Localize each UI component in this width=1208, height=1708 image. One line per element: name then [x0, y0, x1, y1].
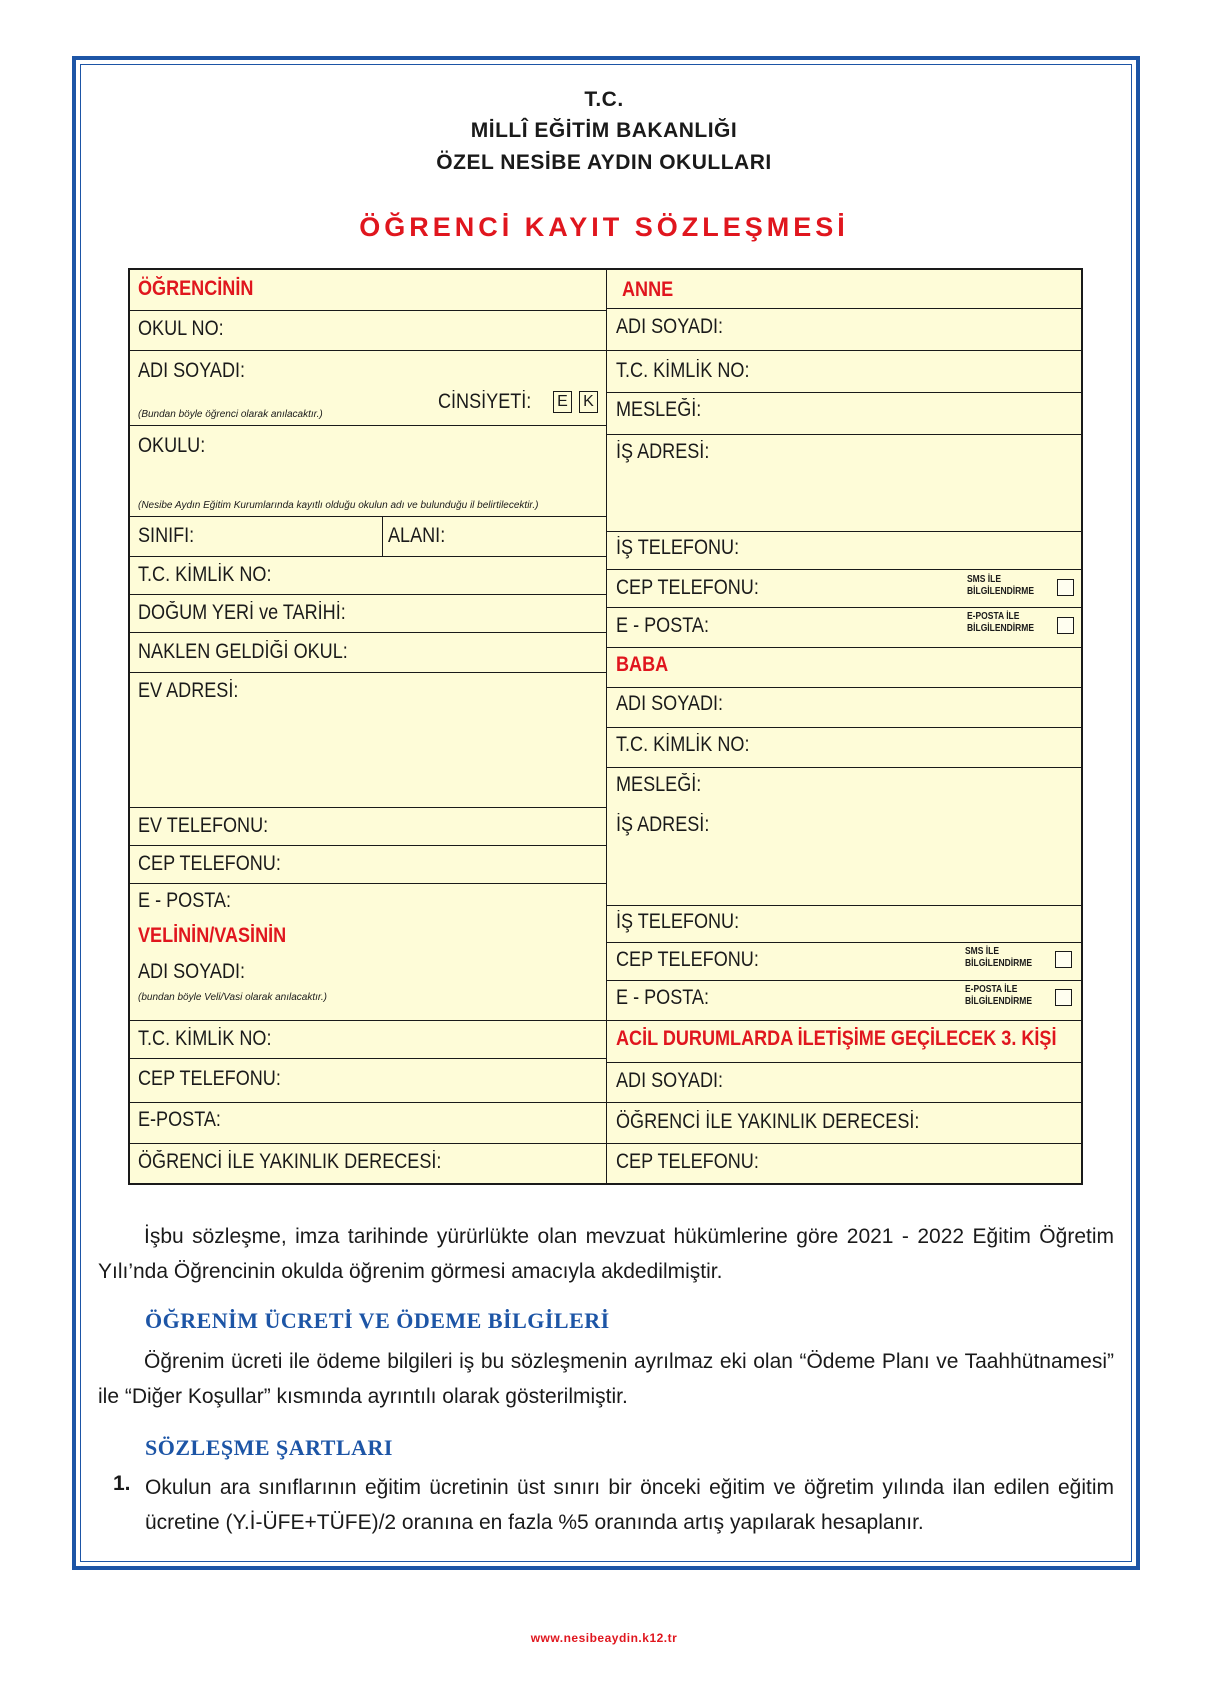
father-sms-label: SMS İLE BİLGİLENDİRME [965, 946, 1033, 969]
form-line [606, 434, 1083, 435]
form-line [130, 594, 606, 595]
mother-mobile-field[interactable]: CEP TELEFONU: [616, 576, 759, 599]
mother-sms-checkbox[interactable] [1057, 579, 1074, 596]
student-name-note: (Bundan böyle öğrenci olarak anılacaktır.) [138, 409, 323, 420]
form-line [130, 516, 606, 517]
form-line [130, 672, 606, 673]
form-line [606, 1062, 1083, 1063]
header-tc: T.C. [584, 88, 624, 111]
header-school: ÖZEL NESİBE AYDIN OKULLARI [436, 151, 772, 174]
registration-form [128, 268, 1083, 1185]
father-email-field[interactable]: E - POSTA: [616, 986, 710, 1009]
form-line [606, 1020, 1083, 1021]
emergency-name-field[interactable]: ADI SOYADI: [616, 1069, 724, 1092]
term-item-text: Okulun ara sınıflarının eğitim ücretinin üst sınırı bir önceki eğitim ve öğretim yılında ilan edilen eğitim ücretine (Y.İ-ÜFE+TÜFE)/2 oranına en fazla %5 oranında artış yapılarak hesaplanır. [145, 1476, 1114, 1534]
form-line [130, 807, 606, 808]
form-line [130, 632, 606, 633]
document-title: ÖĞRENCİ KAYIT SÖZLEŞMESİ [359, 212, 849, 242]
form-line [130, 1143, 606, 1144]
form-line [606, 350, 1083, 351]
form-line [606, 1143, 1083, 1144]
form-line [130, 310, 606, 311]
school-no-field[interactable]: OKUL NO: [138, 317, 224, 340]
mother-section-heading: ANNE [622, 278, 674, 301]
birth-place-date-field[interactable]: DOĞUM YERİ ve TARİHİ: [138, 601, 346, 624]
school-field[interactable]: OKULU: [138, 434, 206, 457]
mother-email-notify-label: E-POSTA İLE BİLGİLENDİRME [967, 611, 1035, 634]
form-line [130, 1020, 606, 1021]
form-line [130, 1102, 606, 1103]
intro-paragraph: İşbu sözleşme, imza tarihinde yürürlükte olan mevzuat hükümlerine göre 2021 - 2022 Eğitim Öğretim Yılı’nda Öğrencinin okulda öğrenim görmesi amacıyla akdedilmiştir. [98, 1225, 1114, 1283]
form-line [130, 350, 606, 351]
form-line [606, 687, 1083, 688]
form-line [606, 980, 1083, 981]
form-line [606, 942, 1083, 943]
form-line [606, 647, 1083, 648]
guardian-section-heading: VELİNİN/VASİNİN [138, 924, 287, 947]
student-mobile-field[interactable]: CEP TELEFONU: [138, 852, 281, 875]
form-line [382, 516, 383, 556]
father-work-phone-field[interactable]: İŞ TELEFONU: [616, 910, 740, 933]
father-name-field[interactable]: ADI SOYADI: [616, 692, 724, 715]
student-email-field[interactable]: E - POSTA: [138, 889, 232, 912]
father-occupation-field[interactable]: MESLEĞİ: [616, 773, 702, 796]
emergency-mobile-field[interactable]: CEP TELEFONU: [616, 1150, 759, 1173]
form-line [606, 392, 1083, 393]
gender-k-checkbox[interactable]: K [579, 391, 598, 413]
header-ministry: MİLLÎ EĞİTİM BAKANLIĞI [470, 119, 738, 142]
home-phone-field[interactable]: EV TELEFONU: [138, 814, 269, 837]
form-line [606, 569, 1083, 570]
form-line [606, 1102, 1083, 1103]
student-section-heading: ÖĞRENCİNİN [138, 277, 254, 300]
gender-label: CİNSİYETİ: [438, 390, 532, 413]
form-line [606, 727, 1083, 728]
mother-work-address-field[interactable]: İŞ ADRESİ: [616, 440, 710, 463]
form-line [606, 767, 1083, 768]
father-mobile-field[interactable]: CEP TELEFONU: [616, 948, 759, 971]
mother-occupation-field[interactable]: MESLEĞİ: [616, 398, 702, 421]
father-work-address-field[interactable]: İŞ ADRESİ: [616, 813, 710, 836]
mother-tc-field[interactable]: T.C. KİMLİK NO: [616, 359, 750, 382]
mother-email-field[interactable]: E - POSTA: [616, 614, 710, 637]
home-address-field[interactable]: EV ADRESİ: [138, 679, 239, 702]
form-line [606, 308, 1083, 309]
form-line [606, 905, 1083, 906]
father-section-heading: BABA [616, 653, 669, 676]
guardian-tc-field[interactable]: T.C. KİMLİK NO: [138, 1027, 272, 1050]
fee-paragraph: Öğrenim ücreti ile ödeme bilgileri iş bu sözleşmenin ayrılmaz eki olan “Ödeme Planı ve Taahhütnamesi” ile “Diğer Koşullar” kısmında ayrıntılı olarak gösterilmiştir. [98, 1350, 1114, 1408]
class-field[interactable]: SINIFI: [138, 524, 195, 547]
gender-e-checkbox[interactable]: E [553, 391, 572, 413]
emergency-relation-field[interactable]: ÖĞRENCİ İLE YAKINLIK DERECESİ: [616, 1110, 920, 1133]
form-line [130, 1058, 606, 1059]
mother-email-checkbox[interactable] [1057, 617, 1074, 634]
father-tc-field[interactable]: T.C. KİMLİK NO: [616, 733, 750, 756]
guardian-email-field[interactable]: E-POSTA: [138, 1108, 221, 1131]
student-tc-field[interactable]: T.C. KİMLİK NO: [138, 563, 272, 586]
mother-sms-label: SMS İLE BİLGİLENDİRME [967, 574, 1035, 597]
form-line [606, 531, 1083, 532]
mother-name-field[interactable]: ADI SOYADI: [616, 315, 724, 338]
term-item-number: 1. [113, 1472, 131, 1495]
fee-section-heading: ÖĞRENİM ÜCRETİ VE ÖDEME BİLGİLERİ [145, 1308, 610, 1333]
form-line [130, 845, 606, 846]
father-sms-checkbox[interactable] [1055, 951, 1072, 968]
form-line [130, 883, 606, 884]
mother-work-phone-field[interactable]: İŞ TELEFONU: [616, 536, 740, 559]
father-email-checkbox[interactable] [1055, 989, 1072, 1006]
website-footer[interactable]: www.nesibeaydin.k12.tr [530, 1631, 678, 1645]
guardian-name-field[interactable]: ADI SOYADI: [138, 960, 246, 983]
field-of-study-field[interactable]: ALANI: [388, 524, 446, 547]
guardian-note: (bundan böyle Veli/Vasi olarak anılacaktır.) [138, 992, 327, 1003]
transfer-school-field[interactable]: NAKLEN GELDİĞİ OKUL: [138, 640, 348, 663]
school-note: (Nesibe Aydın Eğitim Kurumlarında kayıtlı olduğu okulun adı ve bulunduğu il belirtilecektir.) [138, 500, 539, 511]
guardian-mobile-field[interactable]: CEP TELEFONU: [138, 1067, 281, 1090]
guardian-relation-field[interactable]: ÖĞRENCİ İLE YAKINLIK DERECESİ: [138, 1150, 442, 1173]
student-name-field[interactable]: ADI SOYADI: [138, 359, 246, 382]
form-line [130, 556, 606, 557]
terms-section-heading: SÖZLEŞME ŞARTLARI [145, 1435, 393, 1460]
emergency-contact-heading: ACİL DURUMLARDA İLETİŞİME GEÇİLECEK 3. KİŞİ [616, 1027, 1057, 1050]
form-line [606, 607, 1083, 608]
father-email-notify-label: E-POSTA İLE BİLGİLENDİRME [965, 984, 1033, 1007]
form-line [130, 425, 606, 426]
